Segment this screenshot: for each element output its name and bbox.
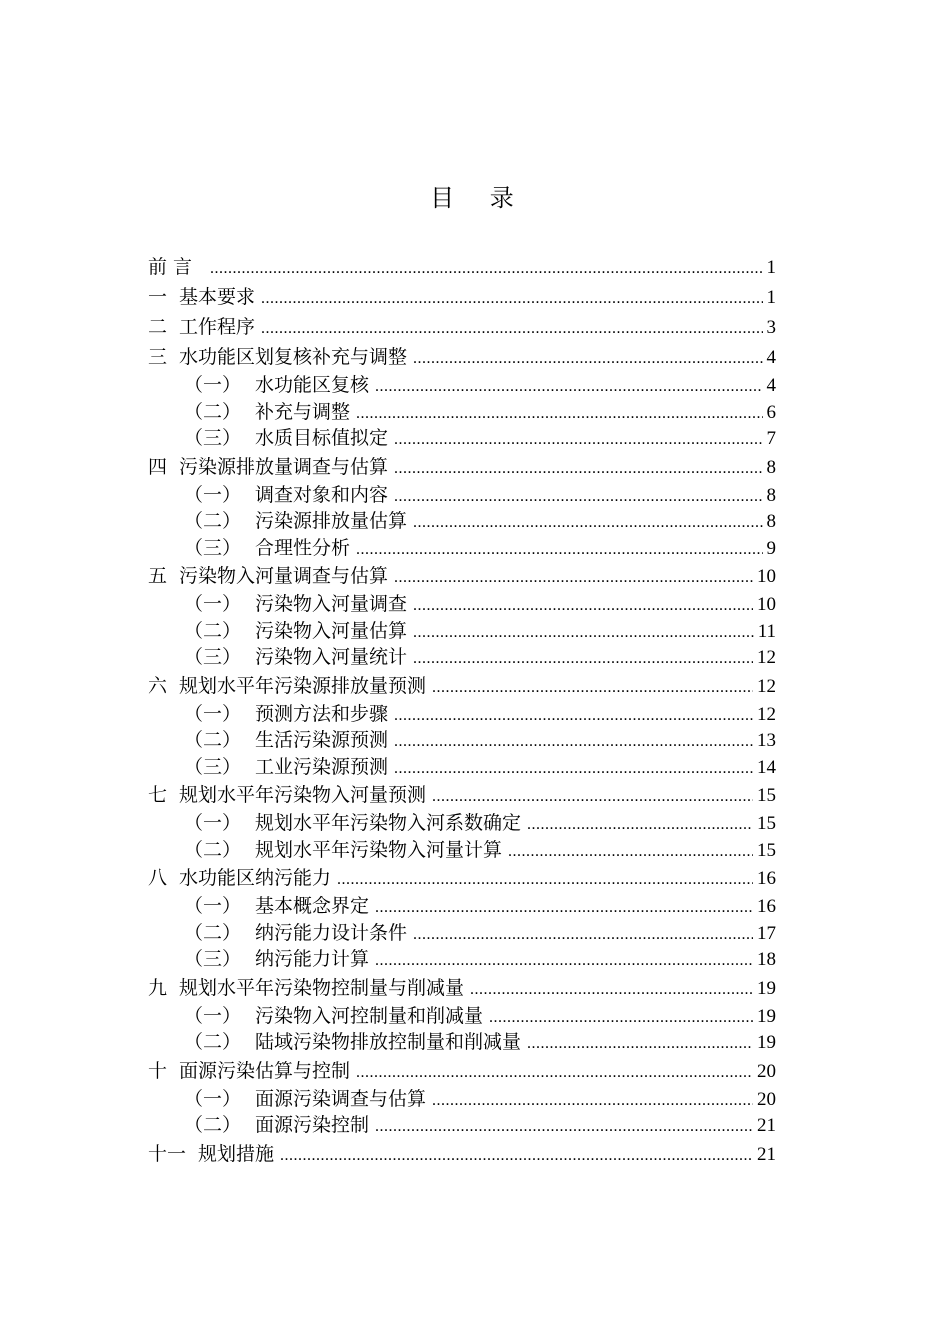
toc-leader-dots <box>210 254 762 282</box>
toc-leader-dots <box>432 782 753 810</box>
toc-entry-number: 五 <box>148 565 168 587</box>
toc-entry-label: 工作程序 <box>179 316 256 338</box>
toc-page-number: 15 <box>757 839 776 861</box>
toc-leader-dots <box>375 895 753 920</box>
toc-entry-label: 工业污染源预测 <box>255 755 389 778</box>
toc-entry[interactable] <box>148 561 776 591</box>
toc-entry-number: 前 言 <box>148 256 193 278</box>
toc-entry[interactable] <box>148 780 776 810</box>
toc-entry-number: 八 <box>148 867 168 889</box>
toc-page-number: 17 <box>757 922 776 944</box>
toc-page-number: 12 <box>757 647 776 668</box>
toc-page-number: 15 <box>757 813 776 834</box>
toc-leader-dots <box>394 756 753 781</box>
toc-entry-label: 规划水平年污染物入河系数确定 <box>255 812 522 834</box>
toc-entry-label: 规划水平年污染物控制量与削减量 <box>179 976 465 999</box>
toc-entry-number: 九 <box>148 976 168 999</box>
toc-entry[interactable] <box>148 1086 776 1113</box>
toc-page-number: 15 <box>757 785 776 806</box>
toc-entry-number: （三） <box>184 948 242 970</box>
toc-page-number: 12 <box>757 703 776 725</box>
toc-page-number: 20 <box>757 1060 776 1082</box>
toc-entry-label: 污染物入河量调查与估算 <box>179 565 389 587</box>
toc-entry[interactable] <box>148 671 776 701</box>
toc-leader-dots <box>375 1114 753 1139</box>
toc-entry[interactable] <box>148 618 776 645</box>
toc-entry[interactable] <box>148 701 776 728</box>
toc-entry[interactable] <box>148 644 776 671</box>
toc-entry-number: （二） <box>184 400 242 423</box>
toc-entry-label: 规划水平年污染物入河量计算 <box>255 838 503 861</box>
toc-leader-dots <box>356 1058 753 1086</box>
toc-entry-label: 陆域污染物排放控制量和削减量 <box>255 1031 522 1053</box>
toc-entry-label: 基本概念界定 <box>255 895 370 917</box>
toc-leader-dots <box>413 620 754 645</box>
toc-leader-dots <box>394 454 762 482</box>
toc-leader-dots <box>432 1088 753 1113</box>
toc-entry[interactable] <box>148 591 776 618</box>
toc-entry-number: （一） <box>184 374 242 396</box>
toc-leader-dots <box>337 865 753 893</box>
toc-page-number: 11 <box>757 620 776 642</box>
toc-leader-dots <box>413 646 753 671</box>
toc-leader-dots <box>413 593 753 618</box>
toc-entry-label: 污染物入河量调查 <box>255 593 408 615</box>
toc-entry[interactable] <box>148 837 776 864</box>
toc-entry-label: 污染物入河量统计 <box>255 646 408 668</box>
toc-entry-number: （二） <box>184 510 242 532</box>
toc-leader-dots <box>489 1005 753 1030</box>
toc-page-number: 16 <box>757 896 776 917</box>
toc-entry-number: 三 <box>148 346 168 368</box>
toc-leader-dots <box>527 812 753 837</box>
toc-page-number: 8 <box>766 456 776 478</box>
toc-entry-label: 面源污染控制 <box>255 1114 370 1136</box>
toc-entry[interactable] <box>148 863 776 893</box>
toc-leader-dots <box>394 427 762 452</box>
toc-entry-number: （二） <box>184 1031 242 1053</box>
toc-leader-dots <box>470 975 753 1003</box>
toc-leader-dots <box>356 537 762 562</box>
toc-entry-label: 基本要求 <box>179 286 256 308</box>
toc-entry-label: 补充与调整 <box>255 400 351 423</box>
toc-page-number: 1 <box>766 257 776 278</box>
toc-entry-label: 规划水平年污染物入河量预测 <box>179 784 427 806</box>
toc-entry-label: 水功能区复核 <box>255 374 370 396</box>
toc-entry[interactable] <box>148 482 776 509</box>
toc-page-number: 19 <box>757 977 776 999</box>
toc-entry-number: （三） <box>184 427 242 449</box>
toc-leader-dots <box>394 484 762 509</box>
toc-entry[interactable] <box>148 973 776 1003</box>
toc-entry-number: 四 <box>148 455 168 478</box>
toc-entry-label: 水质目标值拟定 <box>255 427 389 449</box>
toc-entry-number: 六 <box>148 674 168 697</box>
toc-page-number: 8 <box>766 511 776 532</box>
toc-entry-number: 一 <box>148 286 168 308</box>
toc-entry[interactable] <box>148 342 776 372</box>
toc-entry-number: （二） <box>184 921 242 944</box>
toc-leader-dots <box>394 703 753 728</box>
toc-page-number: 7 <box>766 428 776 449</box>
toc-page-number: 6 <box>766 401 776 423</box>
toc-entry-number: （三） <box>184 755 242 778</box>
toc-page-number: 12 <box>757 675 776 697</box>
toc-entry[interactable] <box>148 452 776 482</box>
toc-entry-number: （一） <box>184 895 242 917</box>
toc-entry[interactable] <box>148 920 776 947</box>
toc-entry[interactable] <box>148 1139 776 1169</box>
toc-entry-label: 纳污能力计算 <box>255 948 370 970</box>
toc-page-number: 10 <box>757 566 776 587</box>
toc-leader-dots <box>394 563 753 591</box>
toc-entry[interactable] <box>148 425 776 452</box>
toc-entry[interactable] <box>148 1056 776 1086</box>
toc-entry-number: （三） <box>184 536 242 559</box>
toc-entry-label: 污染源排放量调查与估算 <box>179 455 389 478</box>
toc-leader-dots <box>261 284 762 312</box>
toc-entry-label: 合理性分析 <box>255 536 351 559</box>
toc-page-number: 20 <box>757 1088 776 1110</box>
toc-page-number: 21 <box>757 1143 776 1165</box>
toc-entry-number: 二 <box>148 316 168 338</box>
toc-entry[interactable] <box>148 1003 776 1030</box>
toc-entry-label: 污染源排放量估算 <box>255 510 408 532</box>
toc-entry-label: 污染物入河量估算 <box>255 619 408 642</box>
table-of-contents <box>148 252 776 1169</box>
toc-entry-number: （一） <box>184 812 242 834</box>
toc-entry-number: 七 <box>148 784 168 806</box>
toc-entry-label: 水功能区纳污能力 <box>179 867 332 889</box>
toc-entry[interactable] <box>148 399 776 426</box>
toc-entry-number: 十 <box>148 1059 168 1082</box>
toc-entry[interactable] <box>148 252 776 282</box>
toc-page-number: 19 <box>757 1032 776 1053</box>
toc-leader-dots <box>375 374 762 399</box>
toc-leader-dots <box>261 314 762 342</box>
toc-entry-label: 面源污染调查与估算 <box>255 1087 427 1110</box>
toc-page-number: 3 <box>766 317 776 338</box>
toc-title: 目 录 <box>430 184 528 212</box>
toc-entry-label: 规划水平年污染源排放量预测 <box>179 674 427 697</box>
toc-entry-label: 纳污能力设计条件 <box>255 921 408 944</box>
toc-page-number: 9 <box>766 537 776 559</box>
toc-entry-number: （三） <box>184 646 242 668</box>
toc-leader-dots <box>356 401 762 426</box>
toc-entry[interactable] <box>148 535 776 562</box>
toc-page-number: 13 <box>757 730 776 751</box>
toc-entry-number: （一） <box>184 1004 242 1027</box>
toc-entry-number: 十一 <box>148 1142 187 1165</box>
toc-entry-label: 污染物入河控制量和削减量 <box>255 1004 484 1027</box>
toc-page-number: 1 <box>766 287 776 308</box>
toc-entry[interactable] <box>148 810 776 837</box>
toc-entry-number: （二） <box>184 1114 242 1136</box>
toc-leader-dots <box>375 948 753 973</box>
toc-entry-label: 预测方法和步骤 <box>255 702 389 725</box>
toc-leader-dots <box>432 673 753 701</box>
toc-leader-dots <box>413 344 762 372</box>
toc-page-number: 14 <box>757 756 776 778</box>
toc-page-number: 4 <box>766 347 776 368</box>
toc-page-number: 21 <box>757 1115 776 1136</box>
toc-page-number: 4 <box>766 375 776 396</box>
toc-leader-dots <box>508 839 753 864</box>
toc-entry-number: （一） <box>184 483 242 506</box>
toc-entry-label: 调查对象和内容 <box>255 483 389 506</box>
toc-entry[interactable] <box>148 727 776 754</box>
toc-leader-dots <box>394 729 753 754</box>
toc-entry-label: 水功能区划复核补充与调整 <box>179 346 408 368</box>
toc-page-number: 16 <box>757 868 776 889</box>
toc-page-number: 18 <box>757 949 776 970</box>
toc-entry[interactable] <box>148 282 776 312</box>
toc-entry[interactable] <box>148 1112 776 1139</box>
toc-entry[interactable] <box>148 372 776 399</box>
toc-entry-number: （一） <box>184 1087 242 1110</box>
toc-entry[interactable] <box>148 893 776 920</box>
toc-entry-number: （一） <box>184 702 242 725</box>
toc-leader-dots <box>413 510 762 535</box>
toc-entry[interactable] <box>148 312 776 342</box>
toc-entry-label: 面源污染估算与控制 <box>179 1059 351 1082</box>
toc-entry[interactable] <box>148 946 776 973</box>
toc-entry[interactable] <box>148 1029 776 1056</box>
toc-leader-dots <box>527 1031 753 1056</box>
toc-entry-number: （二） <box>184 729 242 751</box>
toc-leader-dots <box>280 1141 753 1169</box>
toc-entry-number: （二） <box>184 838 242 861</box>
toc-entry-label: 规划措施 <box>198 1142 275 1165</box>
toc-entry-number: （一） <box>184 593 242 615</box>
toc-page-number: 8 <box>766 484 776 506</box>
toc-entry-number: （二） <box>184 619 242 642</box>
toc-leader-dots <box>413 922 753 947</box>
toc-entry[interactable] <box>148 508 776 535</box>
toc-entry[interactable] <box>148 754 776 781</box>
toc-page-number: 19 <box>757 1005 776 1027</box>
toc-entry-label: 生活污染源预测 <box>255 729 389 751</box>
toc-page-number: 10 <box>757 594 776 615</box>
